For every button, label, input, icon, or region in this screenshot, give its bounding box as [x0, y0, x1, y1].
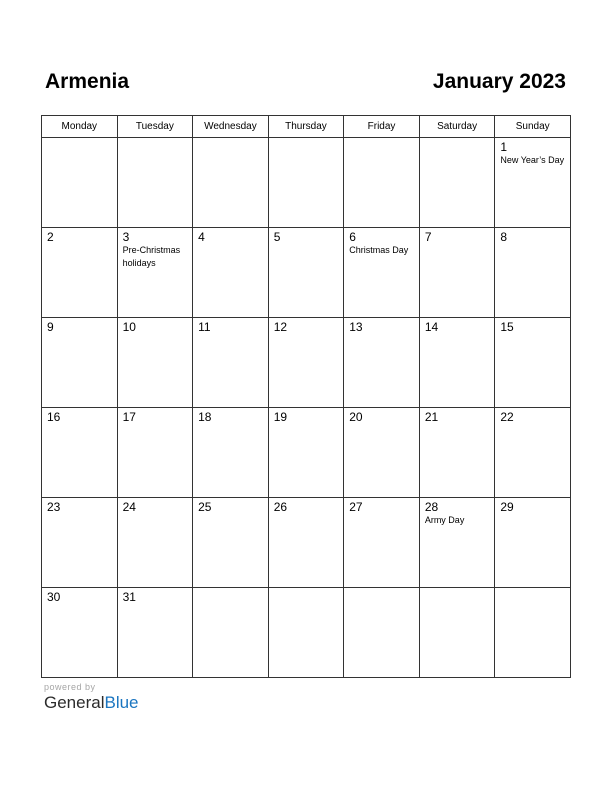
day-cell [495, 228, 571, 318]
weekday-thursday: Thursday [268, 116, 344, 138]
day-cell [193, 588, 269, 678]
day-number: 25 [198, 500, 212, 514]
day-number: 17 [122, 410, 136, 424]
day-number: 12 [273, 320, 288, 334]
day-cell [344, 498, 420, 588]
calendar-header [45, 70, 566, 100]
brand-logo [44, 693, 139, 713]
day-number: 8 [500, 230, 508, 244]
day-number: 13 [349, 320, 363, 334]
day-cell [193, 318, 269, 408]
weekday-friday: Friday [344, 116, 420, 138]
day-cell [42, 498, 118, 588]
day-cell [495, 588, 571, 678]
calendar-grid [41, 115, 571, 678]
day-cell [117, 318, 193, 408]
day-number: 1 [500, 140, 508, 154]
weekday-wednesday: Wednesday [193, 116, 269, 138]
day-cell [42, 228, 118, 318]
day-cell [419, 408, 495, 498]
day-cell [193, 138, 269, 228]
day-cell [419, 318, 495, 408]
day-number: 27 [349, 500, 363, 514]
day-cell [344, 228, 420, 318]
day-cell [419, 138, 495, 228]
holiday-label: Army Day [424, 515, 465, 525]
day-cell [42, 138, 118, 228]
day-cell [193, 228, 269, 318]
day-number: 19 [273, 410, 288, 424]
day-number: 31 [122, 590, 136, 604]
day-number: 20 [349, 410, 363, 424]
weekday-sunday: Sunday [495, 116, 571, 138]
brand-general: General [44, 693, 105, 712]
day-cell [344, 408, 420, 498]
day-cell [117, 228, 193, 318]
country-title: Armenia [45, 70, 130, 93]
day-number: 29 [500, 500, 514, 514]
day-cell [268, 138, 344, 228]
holiday-label: Pre-Christmas holidays [122, 245, 181, 268]
day-cell [344, 588, 420, 678]
day-cell [117, 498, 193, 588]
weekday-saturday: Saturday [419, 116, 495, 138]
day-number: 28 [424, 500, 439, 514]
day-number: 18 [198, 410, 212, 424]
day-cell [268, 318, 344, 408]
day-number: 6 [349, 230, 356, 244]
day-number: 5 [273, 230, 281, 244]
day-cell [495, 138, 571, 228]
weekday-header-row [42, 116, 571, 138]
day-number: 30 [47, 590, 61, 604]
day-cell [117, 408, 193, 498]
day-number: 24 [122, 500, 136, 514]
day-cell [344, 318, 420, 408]
day-cell [495, 408, 571, 498]
day-cell [268, 498, 344, 588]
brand-blue: Blue [104, 693, 139, 712]
day-number: 15 [500, 320, 514, 334]
day-cell [117, 138, 193, 228]
day-number: 23 [47, 500, 61, 514]
day-number: 9 [47, 320, 54, 334]
powered-by-text: powered by [44, 682, 96, 692]
day-number: 2 [47, 230, 54, 244]
week-row [42, 498, 571, 588]
weekday-tuesday: Tuesday [117, 116, 193, 138]
day-number: 26 [273, 500, 288, 514]
month-title: January 2023 [432, 70, 566, 93]
day-cell [419, 498, 495, 588]
week-row [42, 318, 571, 408]
holiday-label: Christmas Day [349, 245, 409, 255]
day-number: 22 [500, 410, 514, 424]
day-number: 3 [122, 230, 130, 244]
day-cell [344, 138, 420, 228]
day-cell [117, 588, 193, 678]
day-number: 21 [424, 410, 439, 424]
day-number: 10 [122, 320, 136, 334]
footer [44, 682, 139, 713]
day-number: 14 [424, 320, 439, 334]
day-number: 7 [424, 230, 432, 244]
day-cell [268, 588, 344, 678]
day-cell [495, 318, 571, 408]
day-cell [42, 408, 118, 498]
day-cell [193, 498, 269, 588]
holiday-label: New Year’s Day [500, 155, 565, 165]
weekday-monday: Monday [42, 116, 118, 138]
day-cell [42, 318, 118, 408]
day-number: 11 [198, 320, 211, 334]
day-cell [495, 498, 571, 588]
day-cell [193, 408, 269, 498]
day-cell [419, 588, 495, 678]
week-row [42, 138, 571, 228]
week-row [42, 588, 571, 678]
day-cell [268, 408, 344, 498]
day-number: 16 [47, 410, 61, 424]
day-cell [268, 228, 344, 318]
week-row [42, 408, 571, 498]
day-number: 4 [198, 230, 205, 244]
week-row [42, 228, 571, 318]
day-cell [42, 588, 118, 678]
day-cell [419, 228, 495, 318]
